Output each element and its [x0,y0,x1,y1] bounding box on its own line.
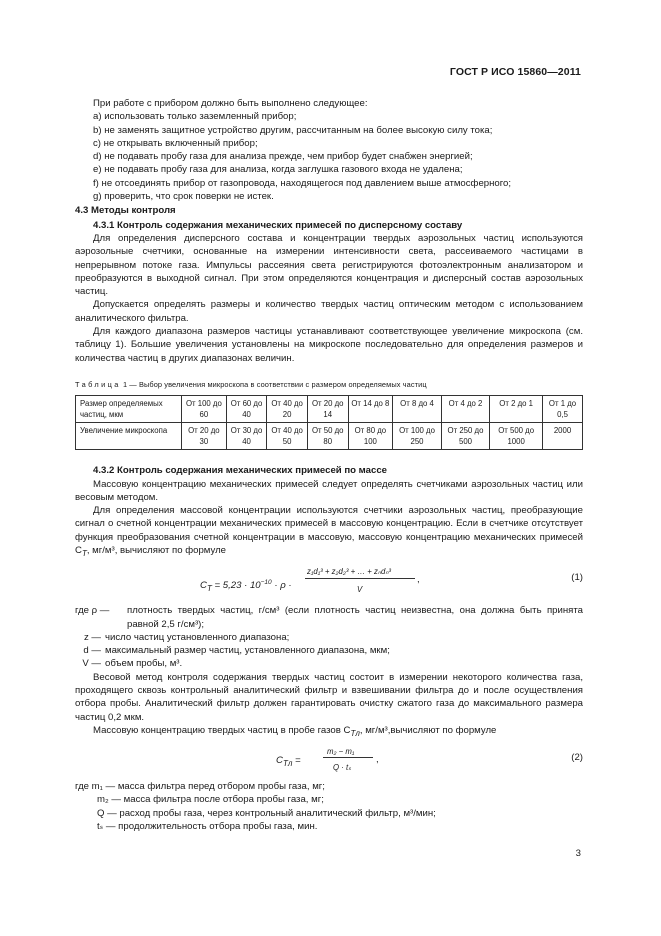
requirements-list [75,110,583,203]
section-heading-4-3: 4.3 Методы контроля [75,205,176,217]
list-item: где ρ — плотность твердых частиц, г/см³ (если плотность частиц неизвестна, она должна быть принята равной 2,5 г/см³); [75,605,583,630]
where-list-2 [75,780,583,833]
formula-2-lhs: $C_{Tл}$ = [276,755,301,768]
list-item: d) не подавать пробу газа для анализа прежде, чем прибор будет снабжен энергией; [93,151,473,163]
table-cell: От 100 до 250 [393,423,441,450]
table-cell: От 80 до 100 [348,423,393,450]
paragraph: Массовую концентрацию твердых частиц в пробе газов $C_{Tл}$, мг/м³,вычисляют по формуле [93,724,497,738]
page-number: 3 [575,848,581,859]
table-cell: От 60 до 40 [226,396,267,423]
intro-text: При работе с прибором должно быть выполнено следующее: [93,98,368,109]
formula-2-denominator: Q · tₛ [333,763,352,773]
table-row-header: Размер определяемых частиц, мкм [76,396,182,423]
table-row [76,396,583,423]
paragraph: Весовой метод контроля содержания твердых частиц состоит в измерении некоторого количества газа, проходящего сквозь контрольный аналитический фильтр и взвешивании фильтра до и после осуществления отбора пробы. Аналитический фильтр должен гарантировать очистку сжатого газа до максимального размера частиц 0,2 мкм. [75,671,583,723]
section-heading-4-3-1: 4.3.1 Контроль содержания механических примесей по дисперсному составу [93,219,463,231]
formula-2-number: (2) [571,752,583,764]
table-cell: От 250 до 500 [441,423,489,450]
list-item: где m₁ — масса фильтра перед отбором пробы газа, мг; [75,781,325,793]
fraction-bar [305,578,415,579]
fraction-bar [323,757,373,758]
table-cell: От 2 до 1 [490,396,543,423]
paragraph: Для определения дисперсного состава и концентрации твердых аэрозольных частиц используются аэрозольные счетчики, основанные на измерении интенсивности света, рассеиваемого частицами в непрерывном потоке газа. Импульсы рассеяния света регистрируются фотоэлектронным анализатором и преобразуются в выходной сигнал. При этом определяются концентрация и дисперсный состав аэрозольных частиц. [75,232,583,298]
table-cell: От 20 до 14 [307,396,348,423]
table-cell: От 30 до 40 [226,423,267,450]
table-row [76,423,583,450]
section-heading-4-3-2: 4.3.2 Контроль содержания механических примесей по массе [93,465,388,477]
list-item: a) использовать только заземленный прибор; [93,111,297,123]
paragraph: Допускается определять размеры и количество твердых частиц оптическим методом с использованием аналитического фильтра. [75,299,583,324]
document-header: ГОСТ Р ИСО 15860—2011 [449,66,581,78]
table-caption-word: Таблица [75,379,121,389]
list-item: m₂ — масса фильтра после отбора пробы газа, мг; [97,794,324,806]
formula-2-numerator: m₂ − m₁ [327,747,355,757]
table-cell: От 50 до 80 [307,423,348,450]
list-item: e) не подавать пробу газа для анализа, когда заглушка газового входа не удалена; [93,164,463,176]
table-cell: От 4 до 2 [441,396,489,423]
table-caption [75,378,583,391]
list-item: f) не отсоединять прибор от газопровода, находящегося под давлением выше атмосферного; [93,177,512,189]
formula-1-numerator: z₁d₁³ + z₂d₂³ + … + zₙdₙ³ [307,567,392,577]
table-cell: От 20 до 30 [182,423,227,450]
table-cell: От 40 до 20 [267,396,308,423]
formula-1-lhs: $C_T = 5,23 \cdot 10^{-10} \cdot \rho$ · [200,579,292,594]
paragraph: Для определения массовой концентрации используются счетчики аэрозольных частиц, преобразующие сигнал о счетной концентрации механических примесей в массовую концентрацию. Если в счетчике отсутствует функция преобразования счетной концентрации в массовую, массовую концентрацию механических примесей $C_T$, мг/м³, вычисляют по формуле [75,505,583,558]
page-content [75,97,583,833]
formula-1-number: (1) [571,572,583,584]
list-item: z — число частиц установленного диапазона; [83,631,290,643]
table-cell: От 100 до 60 [182,396,227,423]
table-cell: От 8 до 4 [393,396,441,423]
table-caption-text: 1 — Выбор увеличения микроскопа в соответствии с размером определяемых частиц [122,379,427,389]
list-item: V — объем пробы, м³. [82,658,183,670]
formula-1: $C_T = 5,23 \cdot 10^{-10} \cdot \rho$ · z₁d₁³ + z₂d₂³ + … + zₙdₙ³ V , (1) [75,562,583,602]
where-list-1 [75,604,583,670]
table-cell: От 14 до 8 [348,396,393,423]
paragraph: Массовую концентрацию механических примесей следует определять счетчиками аэрозольных частиц или весовым методом. [75,478,583,503]
list-item: b) не заменять защитное устройство другим, рассчитанным на более высокую силу тока; [93,124,493,136]
magnification-table [75,395,583,450]
list-item: g) проверить, что срок поверки не истек. [93,191,274,203]
list-item: c) не открывать включенный прибор; [93,137,258,149]
table-cell: От 1 до 0,5 [543,396,583,423]
table-row-header: Увеличение микроскопа [76,423,182,450]
list-item: Q — расход пробы газа, через контрольный аналитический фильтр, м³/мин; [97,807,436,819]
table-cell: 2000 [543,423,583,450]
table-cell: От 500 до 1000 [490,423,543,450]
paragraph: Для каждого диапазона размеров частицы устанавливают соответствующее увеличение микроскопа (см. таблицу 1). Большие увеличения установлены на микроскопе последовательно для определения размеров и количества частиц в других диапазонах величин. [75,326,583,364]
list-item: tₛ — продолжительность отбора пробы газа, мин. [97,820,318,832]
formula-2: $C_{Tл}$ = m₂ − m₁ Q · tₛ , (2) [75,742,583,778]
table-cell: От 40 до 50 [267,423,308,450]
list-item: d — максимальный размер частиц, установленного диапазона, мкм; [83,645,390,657]
formula-1-denominator: V [357,585,363,595]
